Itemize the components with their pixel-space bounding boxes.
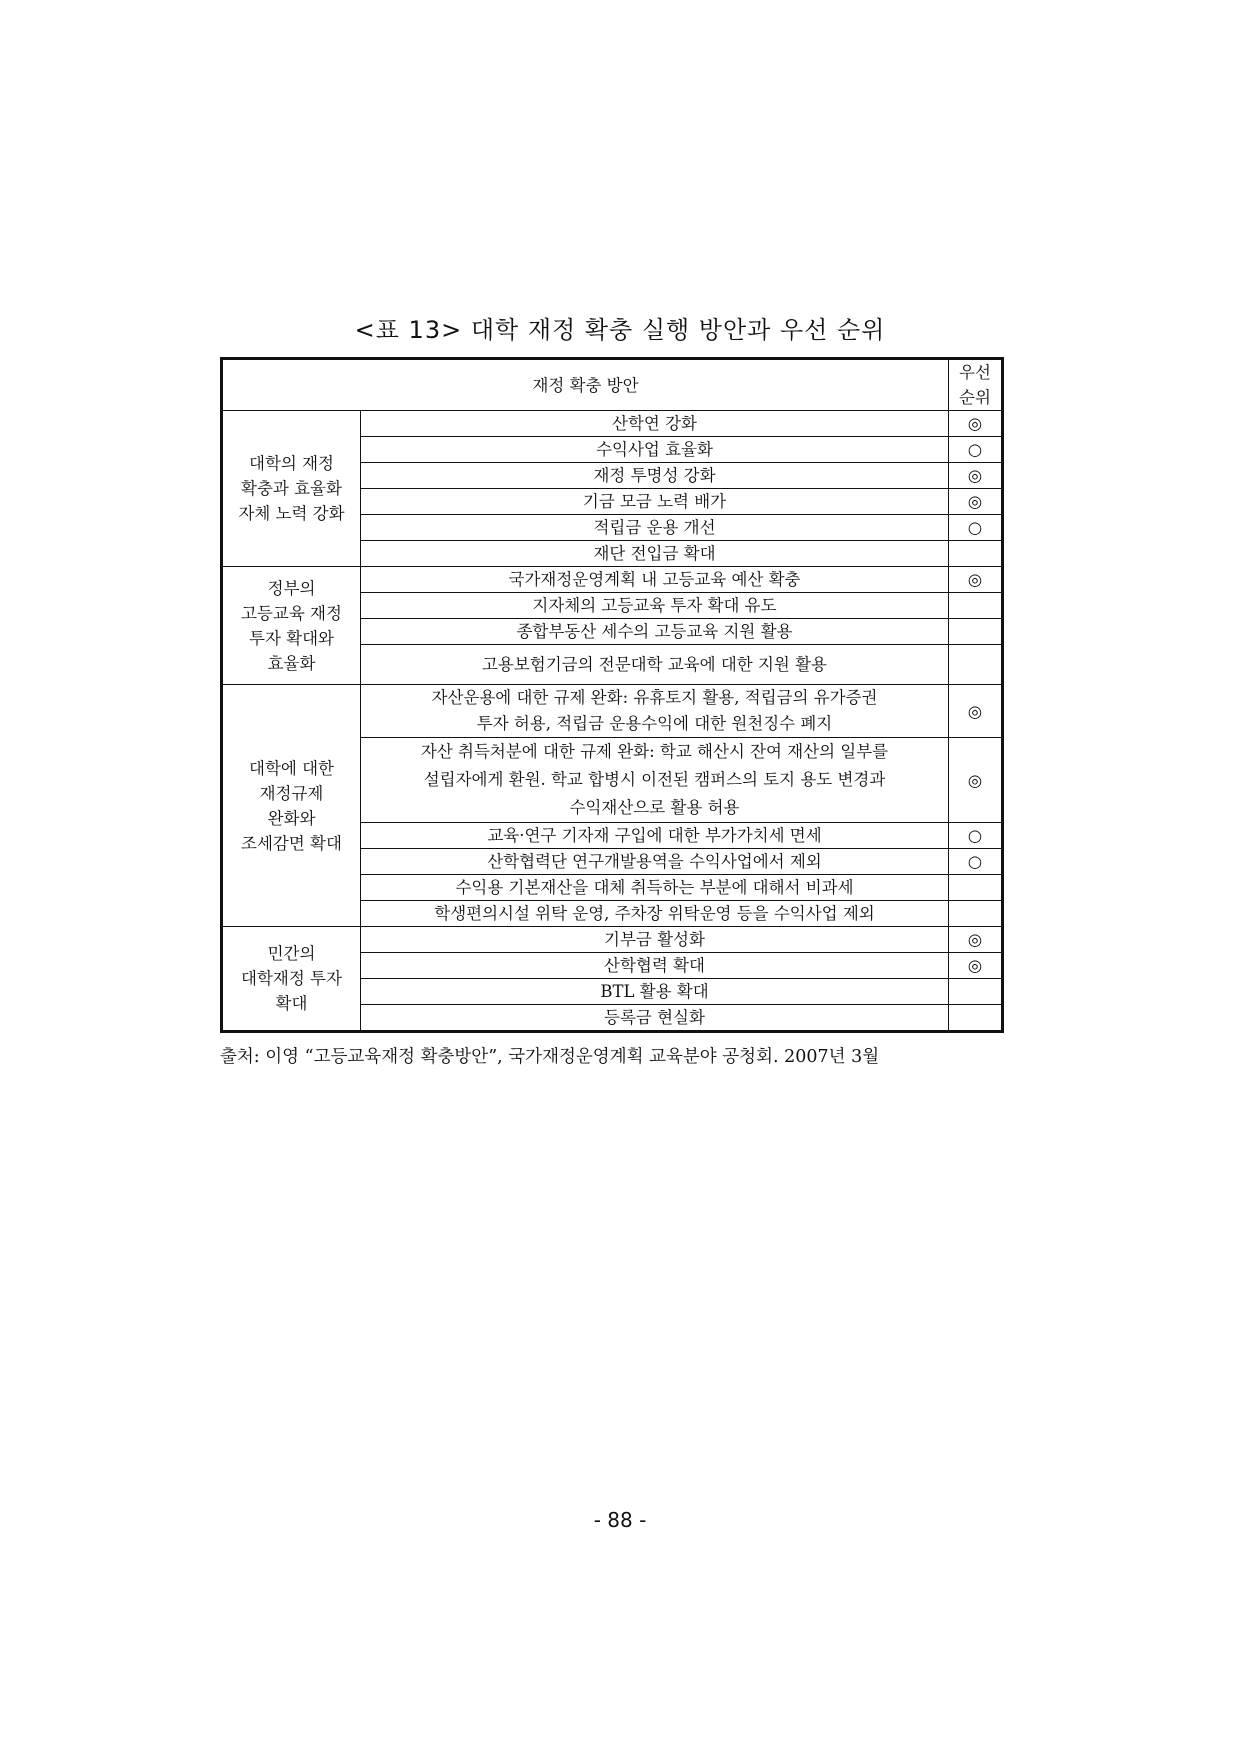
priority-mark xyxy=(949,593,1003,619)
measure-text: 재정 투명성 강화 xyxy=(361,463,949,489)
measure-text: 산학협력단 연구개발용역을 수익사업에서 제외 xyxy=(361,849,949,875)
table-row xyxy=(222,411,1003,437)
measure-text: 자산 취득처분에 대한 규제 완화: 학교 해산시 잔여 재산의 일부를 설립자에게 환원. 학교 합병시 이전된 캠퍼스의 토지 용도 변경과 수익재산으로 활용 허용 xyxy=(361,738,949,823)
priority-mark: ○ xyxy=(949,515,1003,541)
priority-mark xyxy=(949,875,1003,901)
header-measures: 재정 확충 방안 xyxy=(222,359,949,411)
table-caption: <표 13> 대학 재정 확충 실행 방안과 우선 순위 xyxy=(354,316,886,344)
priority-mark xyxy=(949,619,1003,645)
page-number: - 88 - xyxy=(593,1508,647,1532)
measure-text: 국가재정운영계획 내 고등교육 예산 확충 xyxy=(361,567,949,593)
priority-mark: ◎ xyxy=(949,567,1003,593)
table-row xyxy=(222,927,1003,953)
priority-mark: ◎ xyxy=(949,411,1003,437)
measure-text: 산학협력 확대 xyxy=(361,953,949,979)
group-label: 대학에 대한 재정규제 완화와 조세감면 확대 xyxy=(222,685,361,927)
finance-expansion-table xyxy=(220,357,1004,1033)
group-label: 민간의 대학재정 투자 확대 xyxy=(222,927,361,1032)
measure-text: 재단 전입금 확대 xyxy=(361,541,949,567)
group-label: 정부의 고등교육 재정 투자 확대와 효율화 xyxy=(222,567,361,685)
measure-text: 자산운용에 대한 규제 완화: 유휴토지 활용, 적립금의 유가증권 투자 허용, 적립금 운용수익에 대한 원천징수 폐지 xyxy=(361,685,949,738)
priority-mark: ○ xyxy=(949,849,1003,875)
priority-mark xyxy=(949,645,1003,685)
measure-text: 수익사업 효율화 xyxy=(361,437,949,463)
measure-text: 산학연 강화 xyxy=(361,411,949,437)
priority-mark xyxy=(949,901,1003,927)
table-header-row xyxy=(222,359,1003,411)
measure-text: BTL 활용 확대 xyxy=(361,979,949,1005)
group-label: 대학의 재정 확충과 효율화 자체 노력 강화 xyxy=(222,411,361,567)
measure-text: 적립금 운용 개선 xyxy=(361,515,949,541)
priority-mark: ◎ xyxy=(949,489,1003,515)
measure-text: 기부금 활성화 xyxy=(361,927,949,953)
priority-mark: ◎ xyxy=(949,463,1003,489)
priority-mark: ◎ xyxy=(949,738,1003,823)
header-priority: 우선 순위 xyxy=(949,359,1003,411)
table-row xyxy=(222,685,1003,738)
table-row xyxy=(222,567,1003,593)
priority-mark xyxy=(949,541,1003,567)
priority-mark: ◎ xyxy=(949,685,1003,738)
measure-text: 고용보험기금의 전문대학 교육에 대한 지원 활용 xyxy=(361,645,949,685)
measure-text: 수익용 기본재산을 대체 취득하는 부분에 대해서 비과세 xyxy=(361,875,949,901)
measure-text: 등록금 현실화 xyxy=(361,1005,949,1032)
priority-mark: ◎ xyxy=(949,927,1003,953)
source-note: 출처: 이영 “고등교육재정 확충방안”, 국가재정운영계획 교육분야 공청회. 2007년 3월 xyxy=(220,1047,880,1067)
measure-text: 지자체의 고등교육 투자 확대 유도 xyxy=(361,593,949,619)
priority-mark xyxy=(949,1005,1003,1032)
priority-mark: ○ xyxy=(949,437,1003,463)
priority-mark xyxy=(949,979,1003,1005)
measure-text: 종합부동산 세수의 고등교육 지원 활용 xyxy=(361,619,949,645)
measure-text: 교육·연구 기자재 구입에 대한 부가가치세 면세 xyxy=(361,823,949,849)
priority-mark: ○ xyxy=(949,823,1003,849)
measure-text: 학생편의시설 위탁 운영, 주차장 위탁운영 등을 수익사업 제외 xyxy=(361,901,949,927)
priority-mark: ◎ xyxy=(949,953,1003,979)
measure-text: 기금 모금 노력 배가 xyxy=(361,489,949,515)
